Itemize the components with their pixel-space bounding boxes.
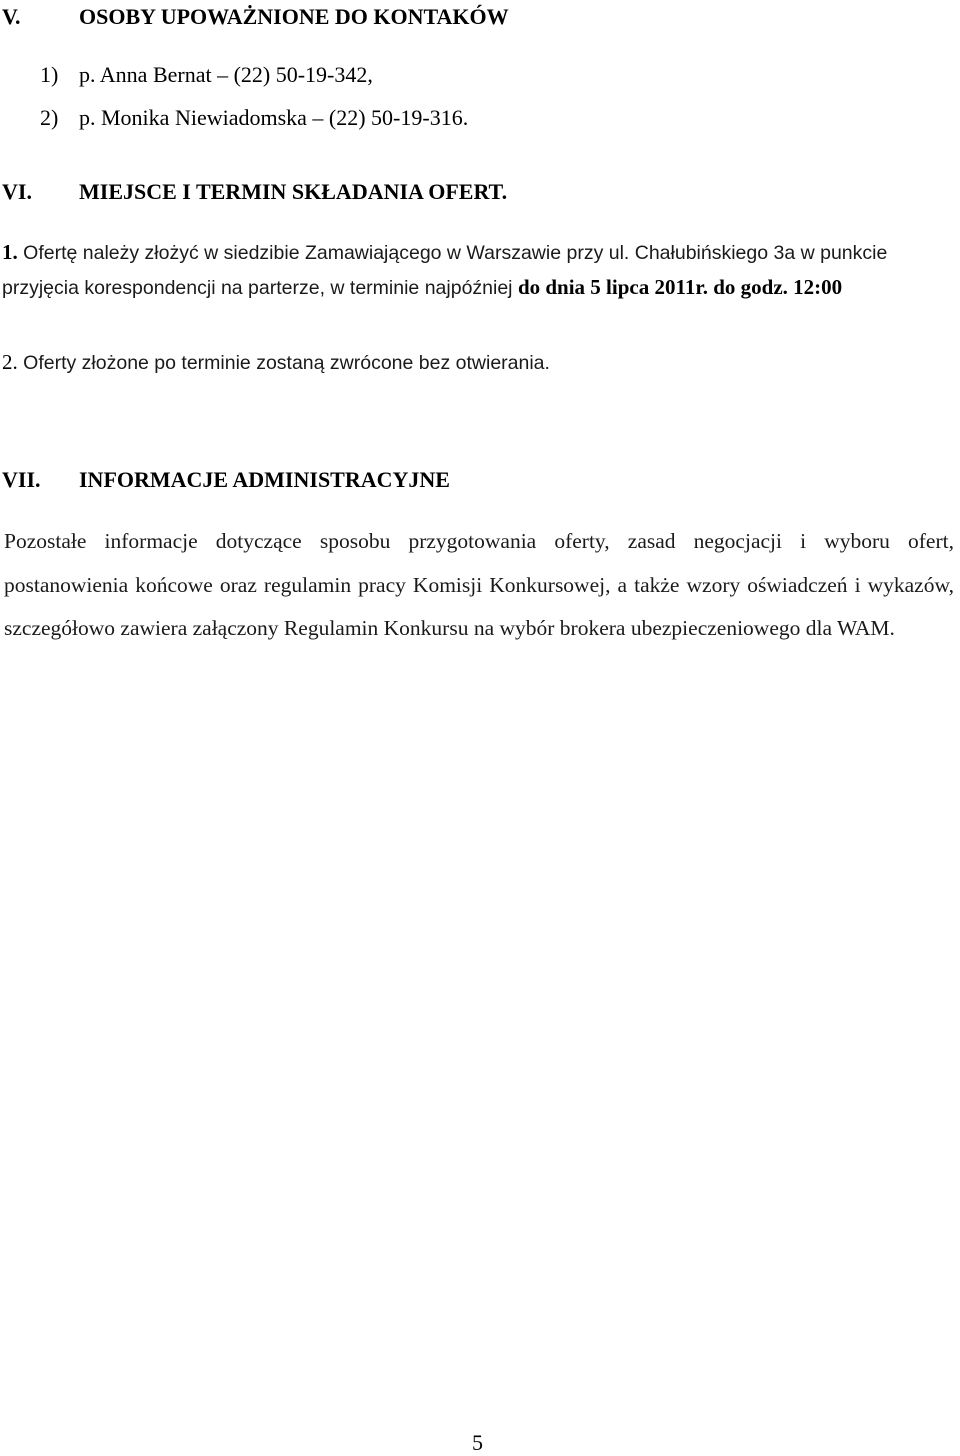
submission-place-paragraph	[2, 235, 957, 305]
section-v-number: V.	[2, 4, 21, 29]
late-offers-paragraph	[2, 350, 550, 375]
page-number: 5	[472, 1430, 483, 1455]
section-vi-title: MIEJSCE I TERMIN SKŁADANIA OFERT.	[79, 179, 508, 204]
section-vii-number: VII.	[2, 467, 41, 492]
submission-deadline: do dnia 5 lipca 2011r. do godz. 12:00	[517, 275, 843, 299]
contact-1-text: p. Anna Bernat – (22) 50-19-342,	[79, 62, 373, 87]
contact-1-number: 1)	[40, 62, 59, 87]
item-2-text: Oferty złożone po terminie zostaną zwrócone bez otwierania.	[23, 352, 550, 374]
item-2-number: 2.	[2, 350, 18, 374]
contact-2-number: 2)	[40, 105, 59, 130]
section-vi-number: VI.	[2, 179, 32, 204]
item-1-text: Ofertę należy złożyć w siedzibie Zamawiającego w Warszawie przy ul. Chałubińskiego 3a w punkcie przyjęcia korespondencji na parterze, w terminie najpóźniej	[2, 242, 888, 299]
section-vii-title: INFORMACJE ADMINISTRACYJNE	[79, 467, 450, 492]
section-v-title: OSOBY UPOWAŻNIONE DO KONTAKÓW	[79, 4, 509, 29]
administrative-info-paragraph: Pozostałe informacje dotyczące sposobu przygotowania oferty, zasad negocjacji i wyboru ofert, postanowienia końcowe oraz regulamin pracy Komisji Konkursowej, a także wzory oświadczeń i wykazów, szczegółowo zawiera załączony Regulamin Konkursu na wybór brokera ubezpieczeniowego dla WAM.	[4, 529, 954, 640]
contact-2-text: p. Monika Niewiadomska – (22) 50-19-316.	[79, 105, 469, 130]
item-1-number: 1.	[2, 240, 18, 264]
